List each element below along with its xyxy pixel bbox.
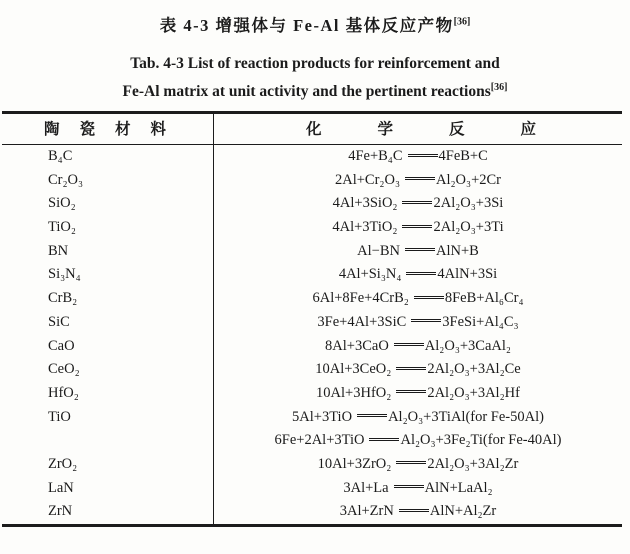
reaction-lhs: Al−BN bbox=[357, 242, 400, 259]
table-row bbox=[2, 169, 622, 193]
table-title-zh bbox=[0, 15, 630, 37]
table-row bbox=[2, 429, 622, 453]
table-row bbox=[2, 335, 622, 359]
reaction-rhs: Al₂O₃+3Fe₂Ti(for Fe-40Al) bbox=[400, 432, 562, 449]
table-row bbox=[2, 477, 622, 501]
material-cell: B₄C bbox=[48, 148, 73, 164]
reaction-rhs: 8FeB+Al₆Cr₄ bbox=[444, 290, 524, 307]
table-row bbox=[2, 216, 622, 240]
reaction-cell bbox=[213, 287, 622, 311]
reaction-equals-sign bbox=[408, 154, 438, 157]
reaction-lhs: 6Fe+2Al+3TiO bbox=[274, 432, 365, 449]
material-cell: ZrN bbox=[48, 503, 73, 520]
reaction-rhs: 2Al₂O₃+3Al₂Hf bbox=[427, 384, 520, 401]
reaction-cell bbox=[213, 192, 622, 216]
reaction-equals-sign bbox=[411, 319, 441, 322]
reaction-equals-sign bbox=[396, 367, 426, 370]
reaction-rhs: 2Al₂O₃+3Si bbox=[433, 195, 504, 212]
material-cell: HfO₂ bbox=[48, 384, 79, 401]
column-header-chemical-reaction: 化学反应 bbox=[213, 114, 622, 144]
reaction-equals-sign bbox=[357, 414, 387, 417]
reaction-rhs: Al₂O₃+3TiAl(for Fe-50Al) bbox=[388, 408, 544, 425]
reaction-cell bbox=[213, 311, 622, 335]
material-cell: TiO bbox=[48, 408, 71, 425]
material-cell bbox=[2, 429, 213, 453]
reaction-lhs: 4Al+3SiO₂ bbox=[332, 195, 398, 212]
table-row bbox=[2, 453, 622, 477]
table-title-en-line2-text: Fe-Al matrix at unit activity and the pertinent reactions bbox=[122, 83, 491, 100]
reaction-rhs: AlN+LaAl₂ bbox=[424, 479, 493, 496]
reaction-lhs: 10Al+3CeO₂ bbox=[315, 361, 392, 378]
material-cell: SiO₂ bbox=[48, 195, 76, 212]
reaction-equals-sign bbox=[394, 485, 424, 488]
reaction-lhs: 3Al+ZrN bbox=[339, 503, 394, 520]
reaction-cell bbox=[213, 500, 622, 524]
material-cell: LaN bbox=[48, 479, 74, 496]
reaction-cell bbox=[213, 429, 622, 453]
reaction-lhs: 4Fe+B₄C bbox=[348, 148, 403, 164]
table-header-row bbox=[2, 114, 622, 145]
reaction-cell bbox=[213, 263, 622, 287]
reaction-equals-sign bbox=[405, 177, 435, 180]
reaction-cell bbox=[213, 453, 622, 477]
material-cell: Si₃N₄ bbox=[48, 266, 81, 283]
scanned-paper-page bbox=[0, 15, 630, 554]
reaction-rhs: 4AlN+3Si bbox=[437, 266, 498, 283]
reaction-rhs: 2Al₂O₃+3Ti bbox=[433, 219, 504, 236]
reaction-lhs: 4Al+3TiO₂ bbox=[332, 219, 398, 236]
reaction-rhs: 3FeSi+Al₄C₃ bbox=[442, 313, 519, 330]
table-row bbox=[2, 382, 622, 406]
table-row bbox=[2, 406, 622, 430]
material-cell: TiO₂ bbox=[48, 219, 76, 236]
column-header-ceramic-material: 陶瓷材料 bbox=[44, 121, 187, 138]
reaction-equals-sign bbox=[396, 461, 426, 464]
reaction-lhs: 3Al+La bbox=[343, 479, 389, 496]
material-cell: ZrO₂ bbox=[48, 455, 78, 472]
material-cell: CeO₂ bbox=[48, 361, 80, 378]
reaction-equals-sign bbox=[396, 390, 426, 393]
table-title-en-line2 bbox=[0, 81, 630, 102]
table-row bbox=[2, 145, 622, 169]
table-row bbox=[2, 500, 622, 524]
table-row bbox=[2, 192, 622, 216]
reaction-cell bbox=[213, 382, 622, 406]
citation-superscript-zh: [36] bbox=[453, 16, 471, 28]
table-row bbox=[2, 287, 622, 311]
reaction-equals-sign bbox=[414, 296, 444, 299]
reaction-cell bbox=[213, 477, 622, 501]
reaction-equals-sign bbox=[405, 248, 435, 251]
reaction-cell bbox=[213, 216, 622, 240]
material-cell: SiC bbox=[48, 313, 70, 330]
reaction-lhs: 2Al+Cr₂O₃ bbox=[334, 171, 400, 188]
table-row bbox=[2, 240, 622, 264]
reaction-equals-sign bbox=[402, 225, 432, 228]
reaction-cell bbox=[213, 240, 622, 264]
reaction-rhs: AlN+Al₂Zr bbox=[429, 503, 497, 520]
reaction-cell bbox=[213, 406, 622, 430]
reaction-rhs: 2Al₂O₃+3Al₂Ce bbox=[427, 361, 521, 378]
reaction-lhs: 5Al+3TiO bbox=[292, 408, 353, 425]
reaction-cell bbox=[213, 358, 622, 382]
reaction-rhs: Al₂O₃+3CaAl₂ bbox=[424, 337, 511, 354]
reaction-rhs: 2Al₂O₃+3Al₂Zr bbox=[427, 455, 519, 472]
material-cell: Cr₂O₃ bbox=[48, 171, 84, 188]
reaction-rhs: Al₂O₃+2Cr bbox=[436, 171, 502, 188]
reaction-lhs: 8Al+3CaO bbox=[325, 337, 389, 354]
reaction-lhs: 3Fe+4Al+3SiC bbox=[317, 313, 407, 330]
reaction-lhs: 6Al+8Fe+4CrB₂ bbox=[312, 290, 409, 307]
reaction-lhs: 10Al+3ZrO₂ bbox=[317, 455, 392, 472]
table-title-zh-text: 表 4-3 增强体与 Fe-Al 基体反应产物 bbox=[159, 16, 454, 35]
reaction-equals-sign bbox=[406, 272, 436, 275]
citation-superscript-en: [36] bbox=[490, 81, 508, 93]
table-body bbox=[2, 145, 622, 524]
reaction-lhs: 4Al+Si₃N₄ bbox=[338, 266, 402, 283]
reaction-equals-sign bbox=[399, 509, 429, 512]
table-title-en-line1: Tab. 4-3 List of reaction products for reinforcement and bbox=[130, 55, 500, 72]
reaction-rhs: AlN+B bbox=[436, 242, 479, 259]
reaction-lhs: 10Al+3HfO₂ bbox=[316, 384, 392, 401]
reaction-rhs: 4FeB+C bbox=[438, 148, 488, 164]
table-row bbox=[2, 358, 622, 382]
reaction-equals-sign bbox=[369, 438, 399, 441]
table-row bbox=[2, 311, 622, 335]
reaction-equals-sign bbox=[402, 201, 432, 204]
material-cell: BN bbox=[48, 242, 69, 259]
reaction-equals-sign bbox=[394, 343, 424, 346]
reaction-cell bbox=[213, 335, 622, 359]
reaction-cell bbox=[213, 145, 622, 169]
material-cell: CaO bbox=[48, 337, 75, 354]
material-cell: CrB₂ bbox=[48, 290, 78, 307]
table-row bbox=[2, 263, 622, 287]
reaction-cell bbox=[213, 169, 622, 193]
reaction-table bbox=[2, 111, 622, 527]
